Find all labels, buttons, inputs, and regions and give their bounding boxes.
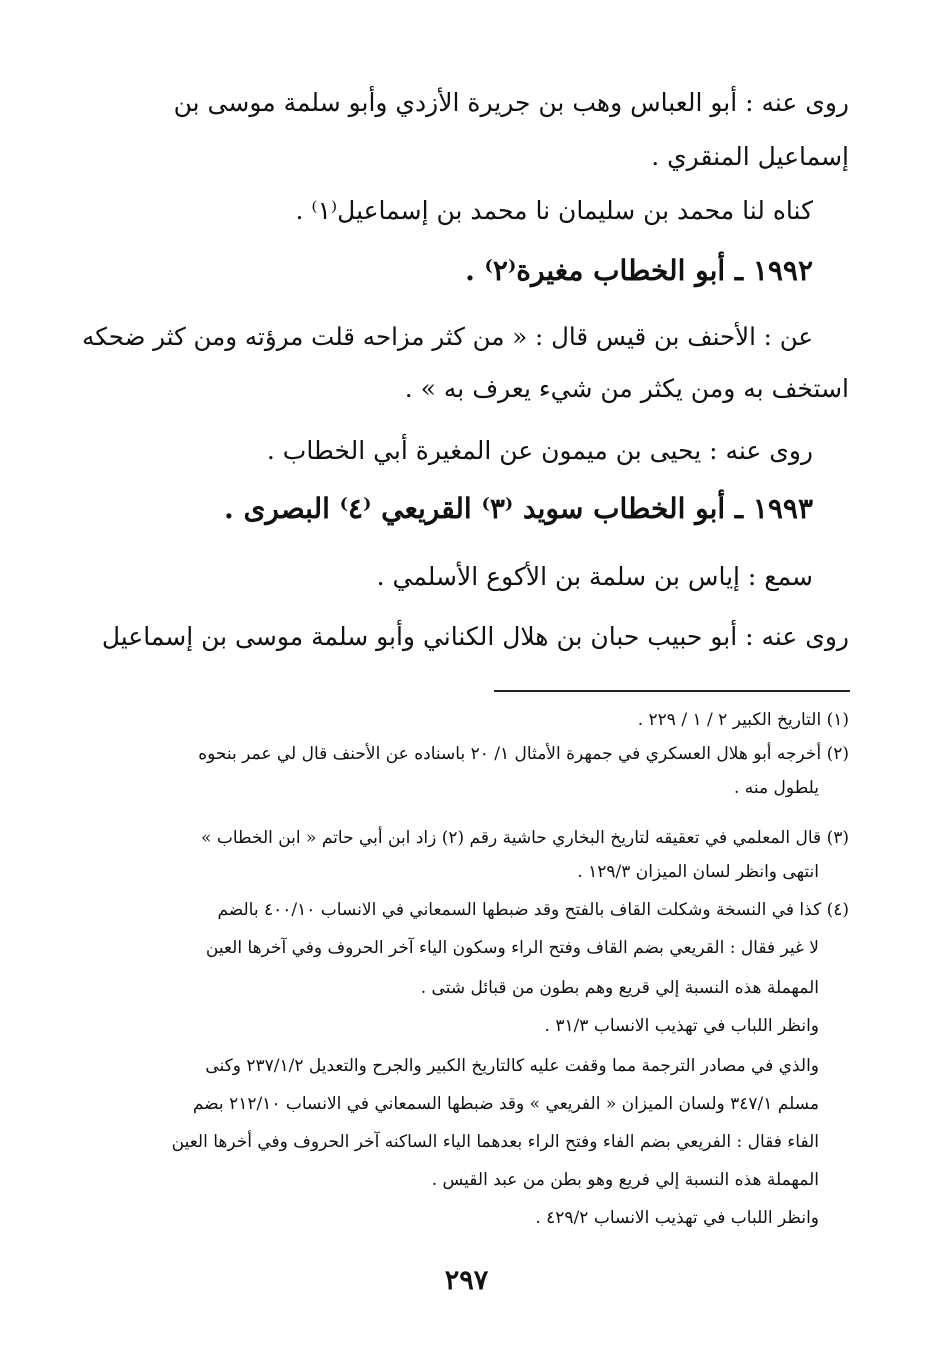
body-line: روى عنه : أبو العباس وهب بن جريرة الأزدي وأبو سلمة موسى بن xyxy=(173,88,849,117)
body-line: روى عنه : أبو حبيب حبان بن هلال الكناني وأبو سلمة موسى بن إسماعيل xyxy=(101,622,849,651)
footnote-line: والذي في مصادر الترجمة مما وقفت عليه كالتاريخ الكبير والجرح والتعديل ٢٣٧/١/٢ وكنى xyxy=(205,1056,819,1076)
body-line: إسماعيل المنقري . xyxy=(651,142,849,171)
entry-heading: ١٩٩٣ ـ أبو الخطاب سويد ⁽٣⁾ القريعي ⁽٤⁾ البصرى . xyxy=(224,492,813,525)
footnote-line: (٤) كذا في النسخة وشكلت القاف بالفتح وقد ضبطها السمعاني في الانساب ٤٠٠/١٠ بالضم xyxy=(217,900,849,920)
body-line: كناه لنا محمد بن سليمان نا محمد بن إسماعيل⁽١⁾ . xyxy=(295,196,813,225)
footnote-line: الفاء فقال : الفريعي بضم الفاء وفتح الراء بعدهما الياء الساكنه آخر الحروف وفي أخرها العين xyxy=(171,1132,819,1152)
footnote-line: وانظر اللباب في تهذيب الانساب ٤٢٩/٢ . xyxy=(535,1208,819,1228)
footnote-line: المهملة هذه النسبة إلي قريع وهم بطون من قبائل شتى . xyxy=(420,978,819,998)
footnote-line: انتهى وانظر لسان الميزان ١٢٩/٣ . xyxy=(577,862,819,882)
page-number: ٢٩٧ xyxy=(444,1265,489,1296)
body-line: سمع : إياس بن سلمة بن الأكوع الأسلمي . xyxy=(376,562,813,591)
footnote-line: لا غير فقال : القريعي بضم القاف وفتح الراء وسكون الياء آخر الحروف وفي آخرها العين xyxy=(205,938,819,958)
body-line: روى عنه : يحيى بن ميمون عن المغيرة أبي الخطاب . xyxy=(266,436,813,465)
footnote-line: وانظر اللباب في تهذيب الانساب ٣١/٣ . xyxy=(544,1016,819,1036)
footnote-divider xyxy=(494,690,850,692)
footnote-line: مسلم ٣٤٧/١ ولسان الميزان « الفريعي » وقد ضبطها السمعاني في الانساب ٢١٢/١٠ بضم xyxy=(192,1094,819,1114)
footnote-line: (٣) قال المعلمي في تعقيقه لتاريخ البخاري حاشية رقم (٢) زاد ابن أبي حاتم « ابن الخطاب » xyxy=(201,828,849,848)
entry-heading: ١٩٩٢ ـ أبو الخطاب مغيرة⁽٢⁾ . xyxy=(465,254,813,287)
footnote-line: (١) التاريخ الكبير ٢ / ١ / ٢٢٩ . xyxy=(637,710,849,730)
footnote-line: يلطول منه . xyxy=(734,778,819,798)
body-line: عن : الأحنف بن قيس قال : « من كثر مزاحه قلت مرؤته ومن كثر ضحكه xyxy=(82,322,813,351)
footnote-line: (٢) أخرجه أبو هلال العسكري في جمهرة الأمثال ١/ ٢٠ باسناده عن الأحنف قال لي عمر بنحوه xyxy=(198,744,849,764)
footnote-line: المهملة هذه النسبة إلي فريع وهو بطن من عبد القيس . xyxy=(431,1170,819,1190)
body-line: استخف به ومن يكثر من شيء يعرف به » . xyxy=(404,374,849,403)
